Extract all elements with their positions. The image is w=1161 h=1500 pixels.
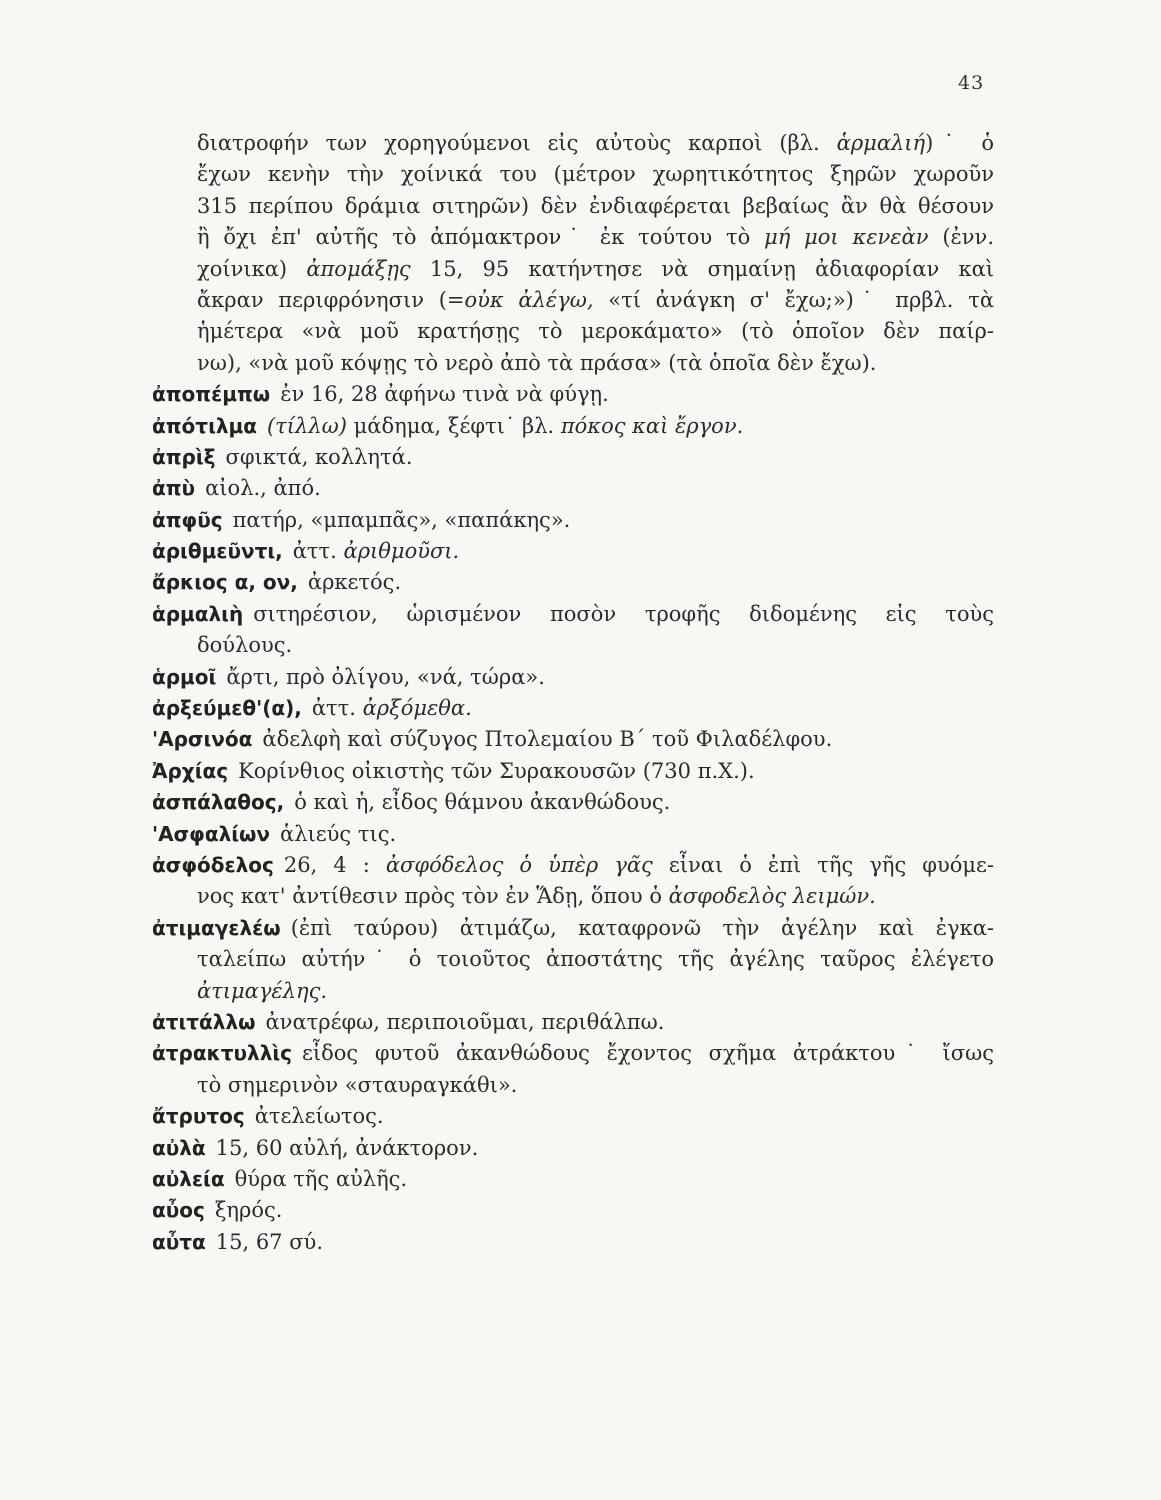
glossary-entry <box>152 1101 994 1132</box>
glossary-entry <box>152 411 994 442</box>
italic-text: ἀρξόμεθα. <box>362 696 472 721</box>
text-segment: (ἐπὶ ταύρου) ἀτιμάζω, καταφρονῶ τὴν ἀγέλην καὶ ἐγκα- <box>290 915 994 940</box>
text-line <box>152 285 994 316</box>
text-segment: ἀδελφὴ καὶ σύζυγος Πτολεμαίου Β΄ τοῦ Φιλαδέλφου. <box>262 727 833 752</box>
text-segment: αἰολ., ἀπό. <box>205 476 321 501</box>
italic-text: πόκος καὶ ἔργον. <box>560 413 744 438</box>
text-line <box>152 505 994 536</box>
text-segment: ξηρός. <box>214 1198 283 1223</box>
text-segment: ταλείπω αὐτήν˙ ὁ τοιοῦτος ἀποστάτης τῆς ἀγέλης ταῦρος ἐλέγετο <box>197 947 994 972</box>
glossary-entry <box>152 505 994 536</box>
glossary-entry <box>152 662 994 693</box>
headword: ἄρκιος α, ον, <box>152 570 298 595</box>
headword: ἀσπάλαθος, <box>152 790 285 815</box>
headword: ἀτιτάλλω <box>152 1009 256 1034</box>
text-segment: δούλους. <box>197 633 293 658</box>
glossary-entry <box>152 913 994 1007</box>
glossary-entry <box>152 536 994 567</box>
text-segment: ἔχων κενὴν τὴν χοίνικά του (μέτρον χωρητικότητος ξηρῶν χωροῦν <box>197 162 994 187</box>
headword: ἀριθμεῦντι, <box>152 539 283 564</box>
italic-text: ἀσφόδελος ὁ ὑπὲρ γᾶς <box>385 852 653 877</box>
headword: 'Αρσινόα <box>152 727 253 752</box>
text-segment: ἀττ. <box>292 539 344 564</box>
text-line <box>152 693 994 724</box>
headword: 'Ασφαλίων <box>152 821 271 846</box>
glossary-entry <box>152 1227 994 1258</box>
text-segment: τὸ σημερινὸν «σταυραγκάθι». <box>197 1072 518 1097</box>
headword: ἁρμαλιὴ <box>152 601 244 626</box>
headword: ἀποπέμπω <box>152 382 271 407</box>
text-segment: πατήρ, «μπαμπᾶς», «παπάκης». <box>232 507 571 532</box>
text-line <box>152 1070 994 1101</box>
glossary-entry <box>152 724 994 755</box>
text-segment: σφικτά, κολλητά. <box>225 444 413 469</box>
glossary-entry <box>152 1038 994 1101</box>
text-segment: ἐν 16, 28 ἀφήνω τινὰ νὰ φύγῃ. <box>280 382 609 407</box>
glossary-entry <box>152 473 994 504</box>
italic-text: ἀτιμαγέλης. <box>197 978 328 1003</box>
text-line <box>152 724 994 755</box>
continued-entry <box>152 128 994 379</box>
text-line <box>152 630 994 661</box>
text-segment: μάδημα, ξέφτι˙ βλ. <box>346 413 561 438</box>
text-line <box>152 944 994 975</box>
glossary-entry <box>152 1007 994 1038</box>
text-segment: (ἐνν. <box>928 225 994 250</box>
italic-text: ἀριθμοῦσι. <box>343 539 460 564</box>
headword: ἁρμοῖ <box>152 664 217 689</box>
text-line <box>152 1101 994 1132</box>
headword: ἀπότιλμα <box>152 413 257 438</box>
text-line <box>152 473 994 504</box>
text-segment: 15, 95 κατήντησε νὰ σημαίνῃ ἀδιαφορίαν καὶ <box>410 256 994 281</box>
text-segment: 26, 4 : <box>283 852 386 877</box>
headword: ἀπρὶξ <box>152 444 216 469</box>
headword: ἄτρυτος <box>152 1104 245 1129</box>
text-segment: ἀττ. <box>311 696 363 721</box>
text-line <box>152 1195 994 1226</box>
headword: ἀπφῦς <box>152 507 223 532</box>
text-segment: ἁλιεύς τις. <box>280 821 397 846</box>
text-segment: εἶδος φυτοῦ ἀκανθώδους ἔχοντος σχῆμα ἀτράκτου˙ ἴσως <box>302 1041 994 1066</box>
text-segment: ἡμέτερα «νὰ μοῦ κρατήσῃς τὸ μεροκάματο» (τὸ ὁποῖον δὲν παίρ- <box>197 319 994 344</box>
entry-list <box>152 379 994 1258</box>
text-segment: νος κατ' ἀντίθεσιν πρὸς τὸν ἐν Ἅδῃ, ὅπου ὁ <box>197 884 669 909</box>
headword: ἀσφόδελος <box>152 852 274 877</box>
headword: ἀτρακτυλλὶς <box>152 1041 292 1066</box>
headword: αὐλεία <box>152 1166 225 1191</box>
text-segment: )˙ ὁ <box>925 131 994 155</box>
text-line <box>152 1133 994 1164</box>
italic-text: ἀσφοδελὸς λειμών. <box>668 884 876 909</box>
text-line <box>152 159 994 190</box>
text-segment: Κορίνθιος οἰκιστὴς τῶν Συρακουσῶν (730 π.Χ.). <box>238 758 755 783</box>
text-line <box>152 787 994 818</box>
glossary-entry <box>152 819 994 850</box>
text-line <box>152 316 994 347</box>
text-line <box>152 191 994 222</box>
text-line <box>152 411 994 442</box>
text-line <box>152 567 994 598</box>
text-line <box>152 881 994 912</box>
text-segment: ὁ καὶ ἡ, εἶδος θάμνου ἀκανθώδους. <box>294 790 671 815</box>
glossary-entry <box>152 850 994 913</box>
text-line <box>152 819 994 850</box>
text-segment: ἀνατρέφω, περιποιοῦμαι, περιθάλπω. <box>265 1009 665 1034</box>
text-line <box>152 976 994 1007</box>
glossary-entry <box>152 442 994 473</box>
text-segment: διατροφήν των χορηγούμενοι εἰς αὐτοὺς καρποὶ (βλ. <box>197 131 837 155</box>
text-segment: σιτηρέσιον, ὡρισμένον ποσὸν τροφῆς διδομένης εἰς τοὺς <box>253 601 994 626</box>
headword: ἀπὺ <box>152 476 196 501</box>
glossary-entry <box>152 756 994 787</box>
text-line <box>152 1227 994 1258</box>
text-line <box>152 1007 994 1038</box>
text-segment: εἶναι ὁ ἐπὶ τῆς γῆς φυόμε- <box>652 852 994 877</box>
text-segment: ἀρκετός. <box>307 570 402 595</box>
text-line <box>152 1038 994 1069</box>
italic-text: (τίλλω) <box>266 413 347 438</box>
text-segment: ἀτελείωτος. <box>254 1104 384 1129</box>
italic-text: ἀπομάξῃς <box>306 256 411 281</box>
headword: αὖτα <box>152 1229 206 1254</box>
text-line <box>152 599 994 630</box>
text-line <box>152 348 994 379</box>
text-line <box>152 442 994 473</box>
text-segment: χοίνικα) <box>197 256 307 281</box>
text-line <box>152 536 994 567</box>
text-segment: νω), «νὰ μοῦ κόψῃς τὸ νερὸ ἀπὸ τὰ πράσα» (τὰ ὁποῖα δὲν ἔχω). <box>197 350 877 375</box>
glossary-entry <box>152 1195 994 1226</box>
text-segment: 315 περίπου δράμια σιτηρῶν) δὲν ἐνδιαφέρεται βεβαίως ἂν θὰ θέσουν <box>197 193 994 218</box>
text-segment: ἄκραν περιφρόνησιν (= <box>197 287 465 312</box>
glossary-entry <box>152 693 994 724</box>
text-segment: ἄρτι, πρὸ ὀλίγου, «νά, τώρα». <box>226 664 545 689</box>
text-segment: θύρα τῆς αὐλῆς. <box>234 1166 408 1191</box>
headword: Ἀρχίας <box>152 758 229 783</box>
italic-text: μή μοι κενεὰν <box>764 225 929 250</box>
glossary-entry <box>152 787 994 818</box>
text-line <box>152 222 994 253</box>
text-line <box>152 756 994 787</box>
text-line <box>152 254 994 285</box>
text-segment: 15, 60 αὐλή, ἀνάκτορον. <box>215 1135 479 1160</box>
glossary-body <box>152 128 994 1258</box>
text-segment: «τί ἀνάγκη σ' ἔχω;»)˙ πρβλ. τὰ <box>593 287 994 312</box>
headword: ἀτιμαγελέω <box>152 915 281 940</box>
italic-text: οὐκ ἀλέγω, <box>464 287 594 312</box>
headword: αὐλὰ <box>152 1135 206 1160</box>
text-line <box>152 1164 994 1195</box>
text-segment: 15, 67 σύ. <box>215 1229 323 1254</box>
text-segment: ἢ ὄχι ἐπ' αὐτῆς τὸ ἀπόμακτρον˙ ἐκ τούτου τὸ <box>197 225 765 250</box>
text-line <box>152 913 994 944</box>
glossary-entry <box>152 1133 994 1164</box>
text-line <box>152 662 994 693</box>
headword: ἀρξεύμεθ'(α), <box>152 696 302 721</box>
headword: αὖος <box>152 1198 205 1223</box>
page-number: 43 <box>958 72 985 94</box>
text-line <box>152 128 994 159</box>
glossary-entry <box>152 599 994 662</box>
text-line <box>152 379 994 410</box>
glossary-entry <box>152 1164 994 1195</box>
glossary-entry <box>152 379 994 410</box>
glossary-entry <box>152 567 994 598</box>
italic-text: ἁρμαλιή <box>836 131 926 155</box>
text-line <box>152 850 994 881</box>
